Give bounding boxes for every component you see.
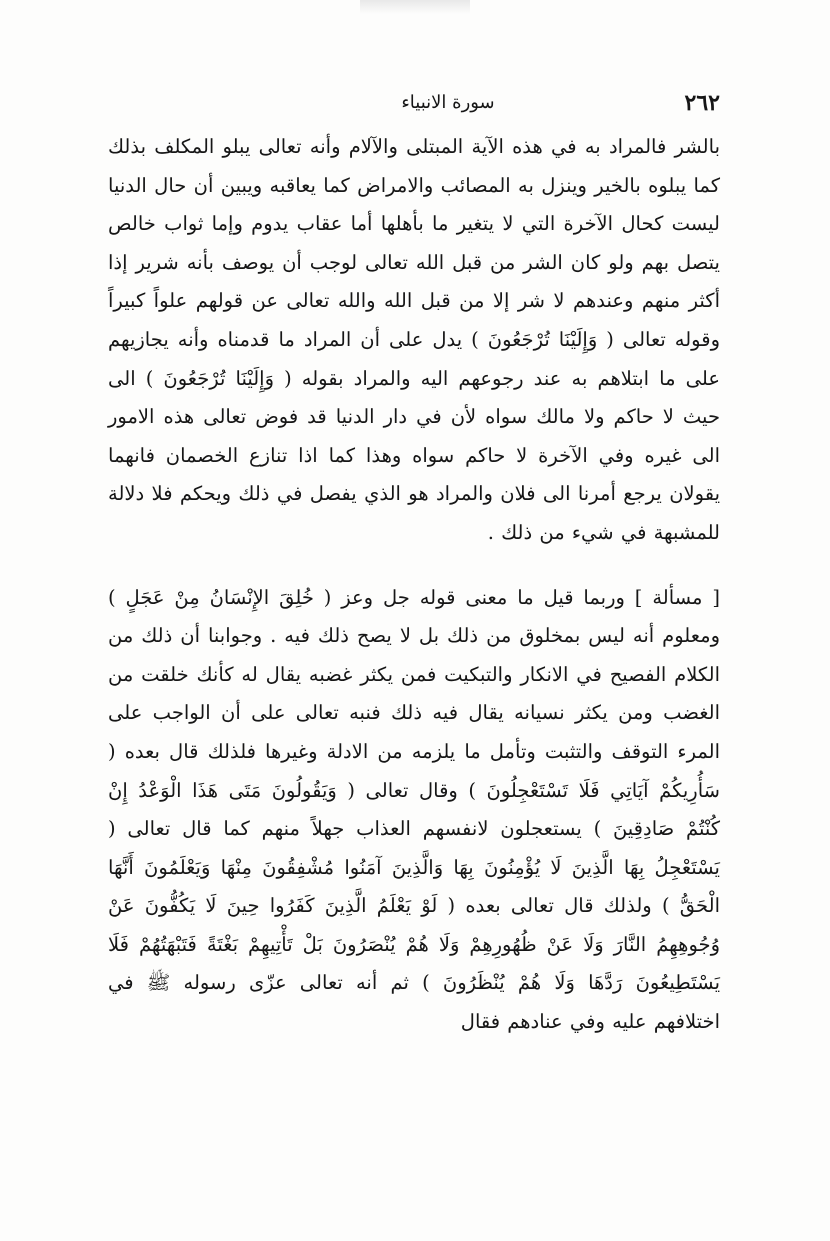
page-number: ٢٦٢ <box>684 90 720 116</box>
paragraph: بالشر فالمراد به في هذه الآية المبتلى والآلام وأنه تعالى يبلو المكلف بذلك كما يبلوه بالخير وينزل به المصائب والامراض كما يعاقبه ويبين أن حال الدنيا ليست كحال الآخرة التي لا يتغير ما بأهلها أما عقاب يدوم وإما ثواب خالص يتصل بهم ولو كان الشر من قبل الله تعالى لوجب أن يوصف بأنه شرير إذا أكثر منهم وعندهم لا شر إلا من قبل الله والله تعالى عن قولهم علواً كبيراً وقوله تعالى ( وَإِلَيْنَا تُرْجَعُونَ ) يدل على أن المراد ما قدمناه وأنه يجازيهم على ما ابتلاهم به عند رجوعهم اليه والمراد بقوله ( وَإِلَيْنَا تُرْجَعُونَ ) الى حيث لا حاكم ولا مالك سواه لأن في دار الدنيا قد فوض تعالى هذه الامور الى غيره وفي الآخرة لا حاكم سواه وهذا كما اذا تنازع الخصمان فانهما يقولان يرجع أمرنا الى فلان والمراد هو الذي يفصل في ذلك ويحكم فلا دلالة للمشبهة في شيء من ذلك . <box>108 135 720 544</box>
running-title: سورة الانبياء <box>401 92 495 113</box>
paragraph-gap <box>108 553 720 579</box>
page-body <box>108 128 720 1042</box>
page-header <box>108 90 720 118</box>
paragraph: [ مسألة ] وربما قيل ما معنى قوله جل وعز ( خُلِقَ الإِنْسَانُ مِنْ عَجَلٍ ) ومعلوم أنه ليس بمخلوق من ذلك بل لا يصح ذلك فيه . وجوابنا أن ذلك من الكلام الفصيح في الانكار والتبكيت فمن يكثر غضبه يقال له كأنك خلقت من الغضب ومن يكثر نسيانه يقال فيه ذلك فنبه تعالى على أن الواجب على المرء التوقف والتثبت وتأمل ما يلزمه من الادلة وغيرها فلذلك قال بعده ( سَأُرِيكُمْ آيَاتِي فَلَا تَسْتَعْجِلُونَ ) وقال تعالى ( وَيَقُولُونَ مَتَى هَذَا الْوَعْدُ إِنْ كُنْتُمْ صَادِقِينَ ) يستعجلون لانفسهم العذاب جهلاً منهم كما قال تعالى ( يَسْتَعْجِلُ بِهَا الَّذِينَ لَا يُؤْمِنُونَ بِهَا وَالَّذِينَ آمَنُوا مُشْفِقُونَ مِنْهَا وَيَعْلَمُونَ أَنَّهَا الْحَقُّ ) ولذلك قال تعالى بعده ( لَوْ يَعْلَمُ الَّذِينَ كَفَرُوا حِينَ لَا يَكُفُّونَ عَنْ وُجُوهِهِمُ النَّارَ وَلَا عَنْ ظُهُورِهِمْ وَلَا هُمْ يُنْصَرُونَ بَلْ تَأْتِيهِمْ بَغْتَةً فَتَبْهَتُهُمْ فَلَا يَسْتَطِيعُونَ رَدَّهَا وَلَا هُمْ يُنْظَرُونَ ) ثم أنه تعالى عزّى رسوله ﷺ في اختلافهم عليه وفي عنادهم فقال <box>108 585 720 1034</box>
scan-smudge <box>360 0 470 14</box>
